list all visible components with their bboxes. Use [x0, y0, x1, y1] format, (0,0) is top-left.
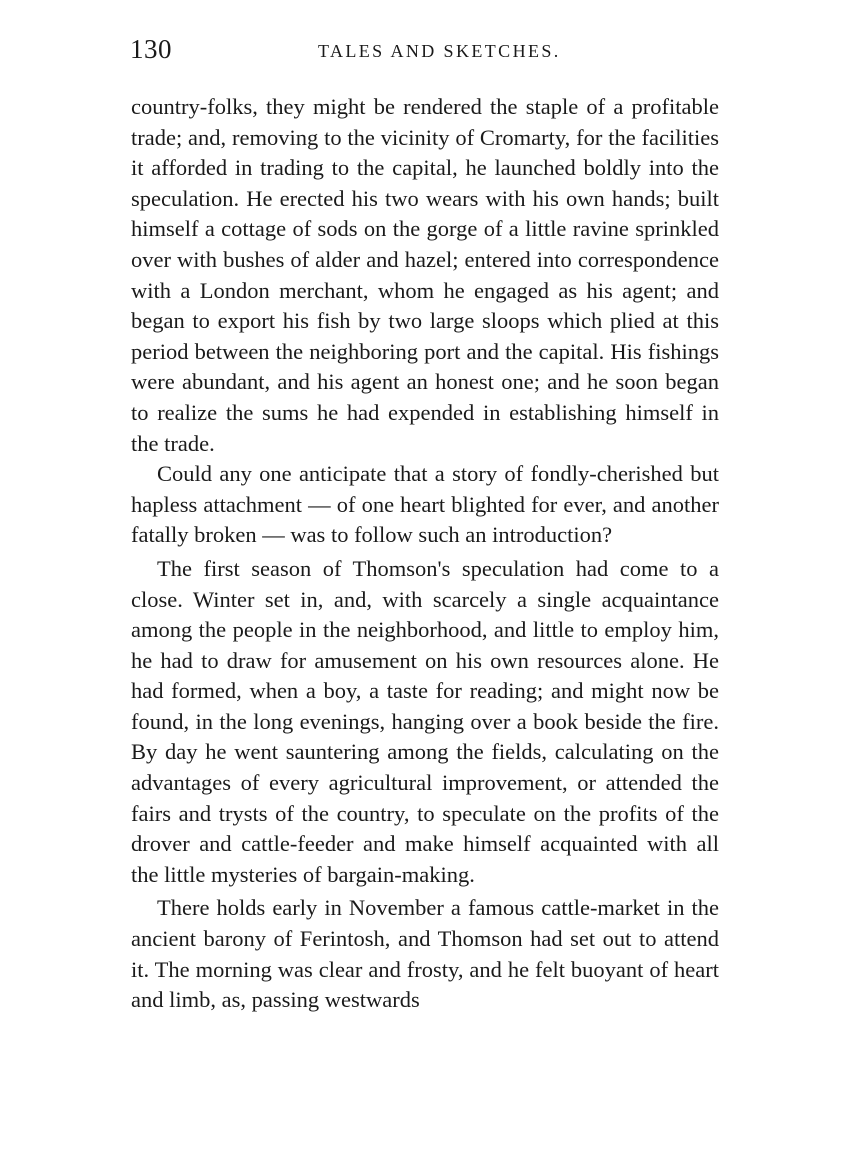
body-text	[131, 92, 719, 1016]
paragraph-1: country-folks, they might be rendered the staple of a profitable trade; and, removing to the vicinity of Cromarty, for the facilities it afforded in trading to the capital, he launched boldly into the speculation. He erected his two wears with his own hands; built himself a cottage of sods on the gorge of a little ravine sprinkled over with bushes of alder and hazel; entered into correspondence with a London merchant, whom he engaged as his agent; and began to export his fish by two large sloops which plied at this period between the neighboring port and the capital. His fishings were abundant, and his agent an honest one; and he soon began to realize the sums he had expended in establishing himself in the trade.	[131, 94, 719, 456]
paragraph-2: Could any one anticipate that a story of fondly-cherished but hapless attachment — of one heart blighted for ever, and another fatally broken — was to follow such an introduction?	[131, 461, 719, 548]
paragraph-4: There holds early in November a famous cattle-market in the ancient barony of Ferintosh, and Thomson had set out to attend it. The morning was clear and frosty, and he felt buoyant of heart and limb, as, passing westwards	[131, 895, 719, 1013]
page-number: 130	[130, 34, 172, 64]
running-head: TALES AND SKETCHES.	[318, 41, 561, 61]
paragraph-3: The first season of Thomson's speculation had come to a close. Winter set in, and, with scarcely a single acquaintance among the people in the neighborhood, and little to employ him, he had to draw for amusement on his own resources alone. He had formed, when a boy, a taste for reading; and might now be found, in the long evenings, hanging over a book beside the fire. By day he went sauntering among the fields, calculating on the advantages of every agricultural improvement, or attended the fairs and trysts of the country, to speculate on the profits of the drover and cattle-feeder and make himself acquainted with all the little mysteries of bargain-making.	[131, 555, 719, 887]
